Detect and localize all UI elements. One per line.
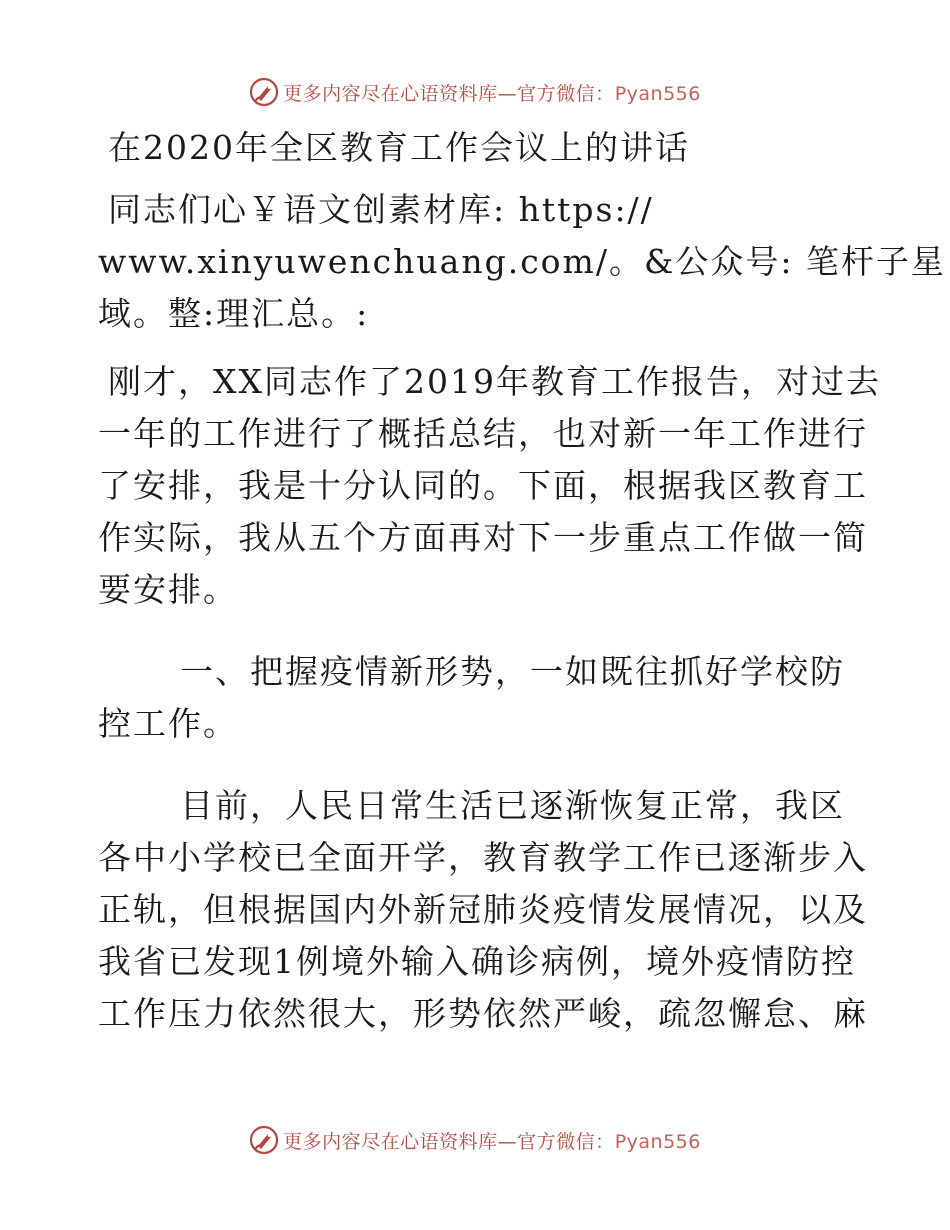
document-title: 在2020年全区教育工作会议上的讲话 — [108, 128, 690, 167]
footer-banner — [0, 1118, 950, 1162]
text-line: 刚才，XX同志作了2019年教育工作报告，对过去 — [108, 362, 881, 401]
banner-account: Pyan556 — [614, 1130, 701, 1153]
text-line: 控工作。 — [98, 704, 238, 743]
text-line: 目前，人民日常生活已逐渐恢复正常，我区 — [180, 786, 845, 825]
text-line: 一年的工作进行了概括总结，也对新一年工作进行 — [98, 414, 868, 453]
banner-text — [283, 1127, 701, 1154]
banner-dash: — — [497, 82, 518, 105]
section-heading-1 — [98, 646, 854, 750]
document-body — [98, 122, 946, 1040]
text-line: 域。整:理汇总。: — [98, 294, 370, 333]
banner-account: Pyan556 — [614, 82, 701, 105]
banner-official-label: 官方微信： — [517, 1130, 615, 1153]
text-line: 正轨，但根据国内外新冠肺炎疫情发展情况，以及 — [98, 890, 868, 929]
text-line: 同志们心￥语文创素材库: https:// — [108, 190, 654, 229]
text-line: 作实际，我从五个方面再对下一步重点工作做一简 — [98, 518, 868, 557]
text-line: 各中小学校已全面开学，教育教学工作已逐渐步入 — [98, 838, 868, 877]
header-banner — [0, 70, 950, 114]
banner-library-text: 更多内容尽在心语资料库 — [283, 82, 498, 105]
pen-nib-seal-icon — [249, 77, 279, 107]
banner-dash: — — [497, 1130, 518, 1153]
body-paragraph — [98, 780, 868, 1040]
pen-nib-seal-icon — [249, 1125, 279, 1155]
text-line: 了安排，我是十分认同的。下面，根据我区教育工 — [98, 466, 868, 505]
text-line: 我省已发现1例境外输入确诊病例，境外疫情防控 — [98, 942, 856, 981]
text-line: 一、把握疫情新形势，一如既往抓好学校防 — [180, 652, 845, 691]
banner-library-text: 更多内容尽在心语资料库 — [283, 1130, 498, 1153]
intro-paragraph — [98, 356, 881, 616]
text-line: www.xinyuwenchuang.com/。&公众号: 笔杆子星 — [98, 242, 946, 281]
text-line: 工作压力依然很大，形势依然严峻，疏忽懈怠、麻 — [98, 994, 868, 1033]
salutation-paragraph — [98, 184, 946, 340]
text-line: 要安排。 — [98, 570, 238, 609]
banner-text — [283, 79, 701, 106]
banner-official-label: 官方微信： — [517, 82, 615, 105]
